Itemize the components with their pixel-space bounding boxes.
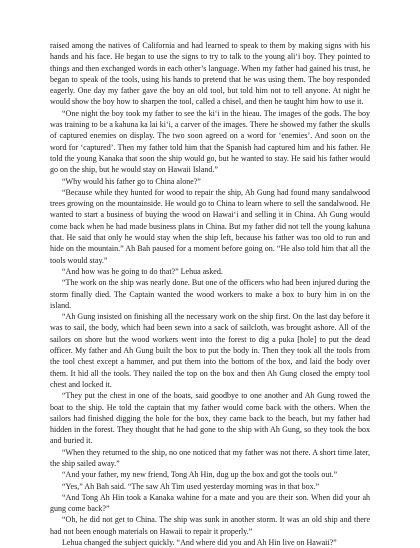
paragraph: raised among the natives of California and had learned to speak to them by making signs with his hands and his face. He began to use the signs to try to talk to the young ali‘i boy. They pointed to things and then exchanged words in each other’s language. When my father had gained his trust, he began to speak of the tools, using his hands to pretend that he was using them. The boy responded eagerly. One day my father gave the boy an old tool, but told him not to tell anyone. At night he would show the boy how to sharpen the tool, called a chisel, and then he taught him how to use it. — [50, 41, 370, 107]
paragraph: “Yes,” Ah Bah said. “The saw Ah Tim used yesterday morning was in that box.” — [62, 481, 320, 491]
paragraph: “And your father, my new friend, Tong Ah Hin, dug up the box and got the tools out.” — [62, 470, 338, 480]
paragraph: “Why would his father go to China alone?” — [62, 176, 201, 186]
paragraph: “The work on the ship was nearly done. But one of the officers who had been injured during the storm finally died. The Captain wanted the wood workers to make a box to bury him in on the island. — [50, 278, 370, 310]
paragraph: “One night the boy took my father to see the ki‘i in the hieau. The images of the gods. The boy was training to be a kahuna ka lai ki‘i, a carver of the images. There he showed my father the skulls of captured enemies on display. The two soon agreed on a word for ‘enemies’. And soon on the word for ‘captured’. Then my father told him that the Spanish had captured him and his father. He told the young Kanaka that soon the ship would go, but he wanted to stay. He said his father would go on the ship, but he would stay on Hawaii Island.” — [50, 108, 370, 175]
paragraph: “Ah Gung insisted on finishing all the necessary work on the ship first. On the last day before it was to sail, the body, which had been sewn into a sack of sailcloth, was brought ashore. All of the sailors on shore but the wood workers went into the forest to dig a puka [hole] to put the dead officer. My father and Ah Gung built the box to put the body in. Then they took all the tools from the tool chest except a hammer, and put them into the bottom of the box, and laid the body over them. It hid all the tools. They nailed the top on the box and then Ah Gung closed the empty tool chest and locked it. — [50, 312, 370, 389]
paragraph: “Because while they hunted for wood to repair the ship, Ah Gung had found many sandalwood trees growing on the mountainside. He would go to China to learn where to sell the sandalwood. He wanted to start a business of buying the wood on Hawai‘i and selling it in China. Ah Gung would come back when he had made business plans in China. But my father did not tell the young kahuna that. He said that only he would stay when the ship left, because his father was too old to run and hide on the mountain.” Ah Bah paused for a moment before going on. “He also told him that all the tools would stay.” — [50, 187, 370, 265]
body-text — [50, 40, 370, 548]
paragraph: “Oh, he did not get to China. The ship was sunk in another storm. It was an old ship and there had not been enough materials on Hawaii to repair it properly.” — [50, 515, 370, 536]
paragraph: “And how was he going to do that?” Lehua asked. — [62, 266, 223, 276]
paragraph: “They put the chest in one of the boats, said goodbye to one another and Ah Gung rowed the boat to the ship. He told the captain that my father would come back with the others. When the sailors had finished digging the hole for the box, they came back to the beach, but my father had hidden in the forest. They thought that he had gone to the ship with Ah Gung, so they took the box and buried it. — [50, 391, 370, 446]
paragraph: “When they returned to the ship, no one noticed that my father was not there. A short time later, the ship sailed away.” — [50, 447, 370, 468]
paragraph: “And Tong Ah Hin took a Kanaka wahine for a mate and you are their son. When did your ah gung come back?” — [50, 492, 370, 514]
paragraph: Lehua changed the subject quickly. “And where did you and Ah Hin live on Hawaii?” — [62, 538, 337, 548]
